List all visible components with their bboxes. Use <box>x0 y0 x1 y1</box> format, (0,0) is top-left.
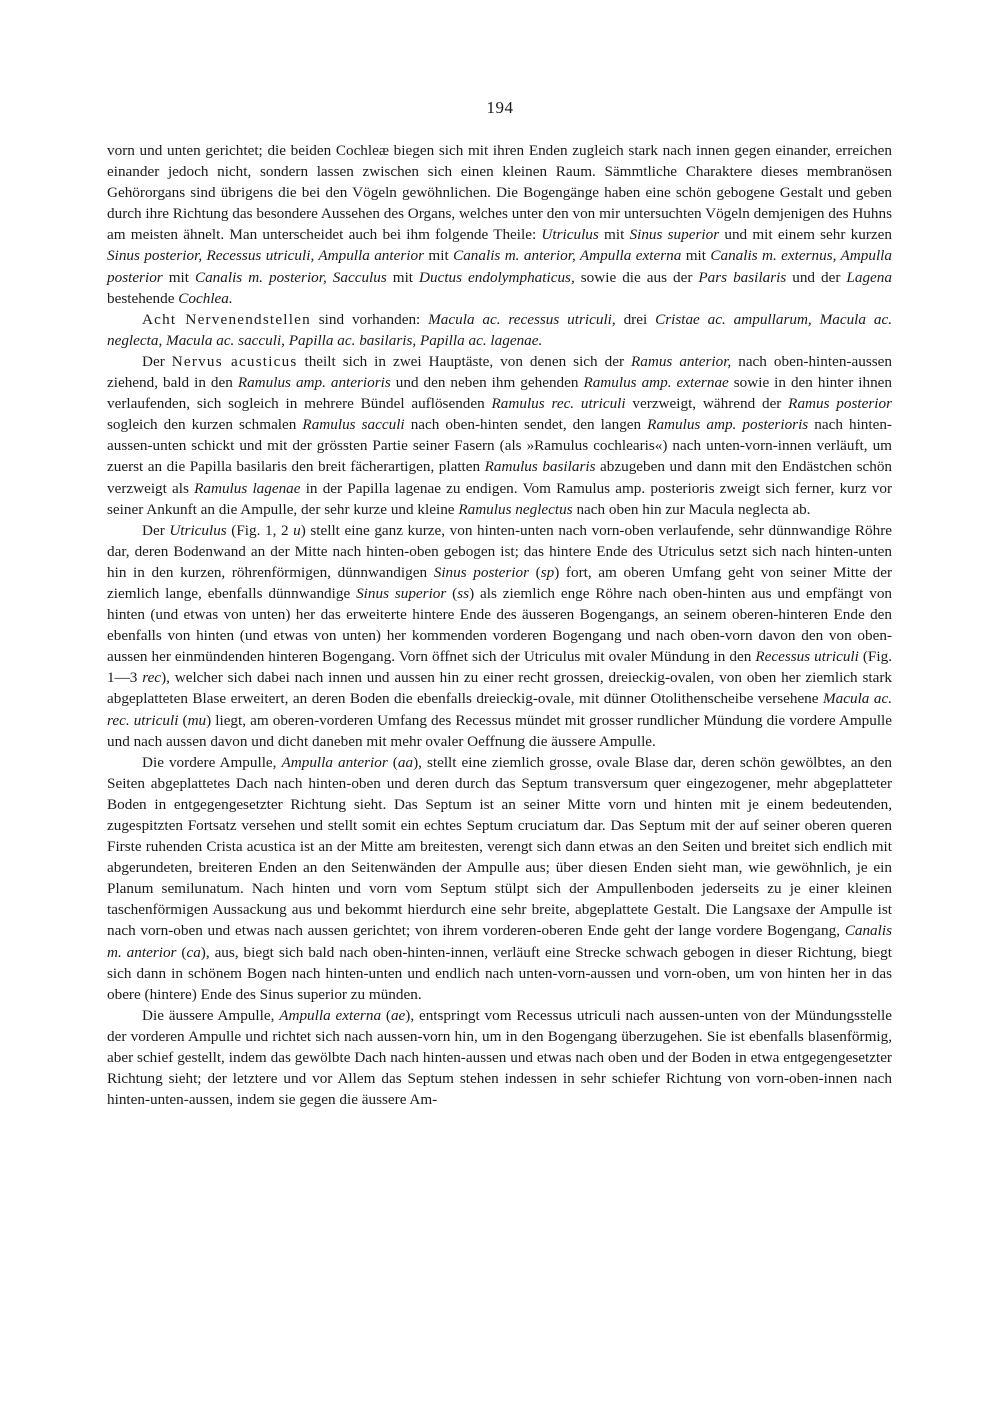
text-run: ), welcher sich dabei nach innen und aussen hin zu einer recht grossen, dreieckig-ovalen, von oben her ziemlich stark abgeplatteten Blase erweitert, an deren Boden die ebenfalls dreieckig-ovale, mit dünner Otolithenscheibe versehene <box>107 669 892 708</box>
italic-term: Ductus endolymphaticus, <box>419 268 575 286</box>
italic-term: Utriculus <box>169 521 227 539</box>
paragraph <box>107 309 892 351</box>
text-run: Der <box>142 352 172 370</box>
italic-term: sp <box>540 563 555 581</box>
italic-term: Sinus superior <box>356 584 447 602</box>
text-run: ( <box>178 711 188 729</box>
paragraph <box>107 1005 892 1110</box>
text-run: verzweigt, während der <box>625 395 789 413</box>
italic-term: Cochlea. <box>178 289 233 307</box>
text-run: (Fig. 1—3 <box>107 648 892 687</box>
text-run: ( <box>176 943 187 961</box>
italic-term: Ramulus sacculi <box>302 416 405 434</box>
text-run: sowie in den hinter ihnen verlaufenden, sich sogleich in mehrere Bündel auflösenden <box>107 374 892 413</box>
text-run: nach oben hin zur Macula neglecta ab. <box>572 500 811 518</box>
text-run: ) stellt eine ganz kurze, von hinten-unten nach vorn-oben verlaufende, sehr dünnwandige Röhre dar, deren Bodenwand an der Mitte nach hinten-oben gebogen ist; das hintere Ende des Utriculus setzt sich nach hinten-unten hin in den kurzen, röhrenförmigen, dünnwandigen <box>107 521 892 581</box>
italic-term: Ramulus rec. utriculi <box>491 395 626 413</box>
text-run: ( <box>381 1006 391 1024</box>
italic-term: u <box>293 521 301 539</box>
italic-term: ss <box>457 584 470 602</box>
italic-term: Sinus superior <box>629 226 720 244</box>
italic-term: ae <box>390 1006 406 1024</box>
italic-term: Macula ac. recessus utriculi, <box>428 310 616 328</box>
italic-term: Cristae ac. ampullarum, Macula ac. neglecta, Macula ac. sacculi, Papilla ac. basilaris, Papilla ac. lagenae. <box>107 310 893 349</box>
italic-term: Ramulus amp. externae <box>583 374 729 392</box>
text-run: mit <box>162 268 195 286</box>
italic-term: Recessus utriculi <box>755 648 859 666</box>
text-run: ), entspringt vom Recessus utriculi nach aussen-unten von der Mündungsstelle der vorderen Ampulle und richtet sich nach aussen-vorn hin, um in den Bogengang überzugehen. Sie ist ebenfalls blasenförmig, aber schief gestellt, indem das gewölbte Dach nach hinten-aussen und etwas nach oben und der Boden in etwa entgegengesetzter Richtung sieht; der letztere und vor Allem das Septum stehen indessen in sehr schiefer Richtung von vorn-oben-innen nach hinten-unten-aussen, indem sie gegen die äussere Am- <box>107 1006 892 1109</box>
text-run: in der Papilla lagenae zu endigen. Vom Ramulus amp. posterioris zweigt sich ferner, kurz vor seiner Ankunft an die Ampulle, der sehr kurze und kleine <box>107 479 892 518</box>
italic-term: Ramulus neglectus <box>458 500 573 518</box>
text-run: bestehende <box>107 289 179 307</box>
italic-term: Lagena <box>846 268 892 286</box>
italic-term: Ramulus amp. posterioris <box>647 416 809 434</box>
text-run: und der <box>786 268 847 286</box>
text-run: ( <box>528 563 541 581</box>
italic-term: Sinus posterior <box>433 563 529 581</box>
text-run: abzugeben und dann mit den Endästchen schön verzweigt als <box>107 458 893 497</box>
text-run: vorn und unten gerichtet; die beiden Cochleæ biegen sich mit ihren Enden zugleich stark nach innen gegen einander, erreichen einander jedoch nicht, sondern lassen zwischen sich einen kleinen Raum. Sämmtliche Charaktere dieses membranösen Gehörorgans sind übrigens die bei den Vögeln gewöhnlichen. Die Bogengänge haben eine schön gebogene Gestalt und geben durch ihre Richtung das besondere Aussehen des Organs, welches unter den von mir untersuchten Vögeln demjenigen des Huhns am meisten ähnelt. Man unterscheidet auch bei ihm folgende Theile: <box>107 142 892 244</box>
text-run: ) liegt, am oberen-vorderen Umfang des Recessus mündet mit grosser rundlicher Mündung die vordere Ampulle und nach aussen davon und dicht daneben mit mehr ovaler Oeffnung die äussere Ampulle. <box>107 711 892 750</box>
text-run: mit <box>598 226 630 244</box>
italic-term: aa <box>397 753 414 771</box>
italic-term: Canalis m. anterior, Ampulla externa <box>453 247 682 265</box>
paragraph <box>107 140 892 309</box>
italic-term: Utriculus <box>541 226 599 244</box>
text-run: ( <box>387 753 398 771</box>
text-run: ( <box>446 584 458 602</box>
italic-term: Canalis m. anterior <box>107 922 892 961</box>
italic-term: Pars basilaris <box>698 268 787 286</box>
text-run: theilt sich in zwei Hauptäste, von denen sich der <box>297 352 631 370</box>
italic-term: mu <box>187 711 207 729</box>
text-run: mit <box>386 268 420 286</box>
paragraph <box>107 351 892 520</box>
text-run: nach hinten-aussen-unten schickt und mit der grössten Partie seiner Fasern (als »Ramulus cochlearis«) nach unten-vorn-innen verläuft, um zuerst an die Papilla basilaris den breit fächerartigen, platten <box>107 416 892 476</box>
spaced-term: Acht Nervenendstellen <box>142 310 311 328</box>
text-run: nach oben-hinten-aussen ziehend, bald in den <box>107 352 892 392</box>
italic-term: Ramulus amp. anterioris <box>237 374 391 392</box>
paragraph <box>107 520 892 752</box>
spaced-term: Nervus acusticus <box>171 352 298 370</box>
text-run: (Fig. 1, 2 <box>226 521 294 539</box>
text-run: mit <box>681 247 711 265</box>
italic-term: Sinus posterior, Recessus utriculi, Ampulla anterior <box>107 247 425 265</box>
text-run: Die äussere Ampulle, <box>142 1006 280 1024</box>
text-run: drei <box>615 310 656 328</box>
text-run: ) fort, am oberen Umfang geht von seiner Mitte der ziemlich lange, ebenfalls dünnwandige <box>107 563 893 602</box>
italic-term: Canalis m. posterior, Sacculus <box>194 268 387 286</box>
text-run: ) als ziemlich enge Röhre nach oben-hinten aus und empfängt von hinten (und etwas von unten) her das erweiterte hintere Ende des äusseren Bogengangs, an seinem oberen-hinteren Ende den ebenfalls von hinten (und etwas von unten) her kommenden vorderen Bogengang und nach oben-vorn davon den von oben-aussen her einmündenden hinteren Bogengang. Vorn öffnet sich der Utriculus mit ovaler Mündung in den <box>107 584 893 666</box>
italic-term: Ramus posterior <box>788 395 893 413</box>
italic-term: ca <box>186 943 201 961</box>
italic-term: rec <box>142 669 162 687</box>
italic-term: Ramulus lagenae <box>194 479 301 497</box>
body-text <box>107 140 892 1110</box>
italic-term: Ramulus basilaris <box>484 458 596 476</box>
italic-term: Ampulla externa <box>279 1006 382 1024</box>
text-run: Die vordere Ampulle, <box>142 753 282 771</box>
italic-term: Ampulla anterior <box>281 753 388 771</box>
italic-term: Canalis m. externus, Ampulla posterior <box>107 247 892 286</box>
text-run: sowie die aus der <box>574 268 699 286</box>
text-run: Der <box>142 521 170 539</box>
text-run: und den neben ihm gehenden <box>390 374 584 392</box>
text-run: nach oben-hinten sendet, den langen <box>404 416 648 434</box>
italic-term: Ramus anterior, <box>631 352 732 370</box>
text-run: ), aus, biegt sich bald nach oben-hinten-innen, verläuft eine Strecke schwach gebogen in dieser Richtung, biegt sich dann in schönem Bogen nach hinten-unten und endlich nach unten-vorn-aussen und vorn-oben, um von hinten her in das obere (hintere) Ende des Sinus superior zu münden. <box>107 943 892 1003</box>
text-run: sogleich den kurzen schmalen <box>107 416 303 434</box>
text-run: ), stellt eine ziemlich grosse, ovale Blase dar, deren schön gewölbtes, an den Seiten abgeplattetes Dach nach hinten-oben und deren durch das Septum transversum quer eingezogener, mehr abgeplatteter Boden in entgegengesetzter Richtung sieht. Das Septum ist an seiner Mitte vorn und hinten mit je einem bedeutenden, zugespitzten Fortsatz versehen und stellt somit ein echtes Septum cruciatum dar. Das Septum mit der auf seiner oberen queren Firste ruhenden Crista acustica ist an der Mitte am breitesten, verengt sich dann etwas an den Seiten und breitet sich endlich mit abgerundeten, breiteren Enden an den Seitenwänden der Ampulle aus; über diesen Enden sieht man, wie gewöhnlich, je ein Planum semilunatum. Nach hinten und vorn vom Septum stülpt sich der Ampullenboden jederseits zu je einer kleinen taschenförmigen Aussackung aus und bekommt hierdurch eine sehr breite, abgeplattete Gestalt. Die Langsaxe der Ampulle ist nach vorn-oben und etwas nach aussen gerichtet; von ihrem vorderen-oberen Ende geht der lange vordere Bogengang, <box>107 753 892 940</box>
italic-term: Macula ac. rec. utriculi <box>107 690 892 729</box>
page-number: 194 <box>486 98 514 117</box>
text-run: sind vorhanden: <box>310 310 429 328</box>
text-run: mit <box>424 247 454 265</box>
paragraph <box>107 752 892 1005</box>
text-run: und mit einem sehr kurzen <box>719 226 892 244</box>
